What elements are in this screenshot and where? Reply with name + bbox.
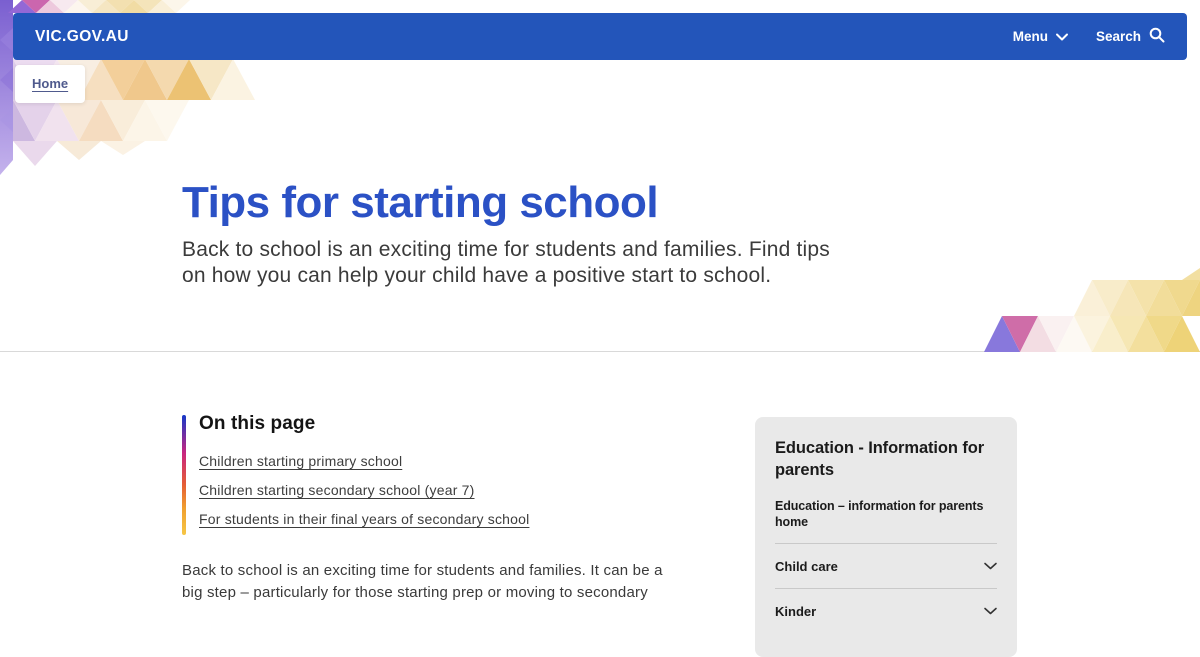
page-subtitle-line-1: Back to school is an exciting time for students and families. Find tips (182, 238, 830, 261)
sidebar-item-child-care[interactable] (775, 543, 997, 588)
menu-button[interactable] (1013, 29, 1068, 44)
body-paragraph-line-1: Back to school is an exciting time for students and families. It can be a (182, 562, 663, 579)
body-paragraph (182, 560, 663, 604)
content-section (0, 352, 1200, 619)
breadcrumb-home-link[interactable]: Home (32, 76, 69, 91)
on-this-page (182, 413, 529, 541)
gradient-accent-bar (182, 415, 186, 535)
toc-link-secondary-school[interactable]: Children starting secondary school (year 7) (199, 482, 475, 498)
search-button[interactable] (1096, 27, 1165, 46)
sidebar-rows (775, 543, 997, 633)
toc-link-primary-school[interactable]: Children starting primary school (199, 453, 403, 469)
page-title: Tips for starting school (182, 178, 659, 227)
search-button-label: Search (1095, 29, 1141, 44)
sidebar-item-kinder[interactable] (775, 588, 997, 633)
sidebar-card (755, 417, 1017, 657)
chevron-down-icon (984, 602, 997, 620)
on-this-page-heading: On this page (199, 413, 316, 434)
page-subtitle (182, 237, 830, 289)
sidebar-home-link[interactable]: Education – information for parents home (775, 499, 984, 529)
site-header (13, 13, 1187, 60)
brand-logo[interactable]: VIC.GOV.AU (35, 27, 129, 45)
menu-button-label: Menu (1012, 29, 1048, 44)
page-subtitle-line-2: on how you can help your child have a positive start to school. (182, 264, 772, 287)
breadcrumb (15, 65, 85, 103)
toc-link-final-years[interactable]: For students in their final years of secondary school (199, 511, 530, 527)
body-paragraph-line-2: big step – particularly for those starting prep or moving to secondary (182, 584, 648, 601)
chevron-down-icon (1056, 29, 1068, 44)
decorative-triangles-bottom-right (984, 268, 1200, 352)
chevron-down-icon (984, 557, 997, 575)
search-icon (1149, 27, 1165, 46)
sidebar-item-label: Child care (775, 558, 838, 574)
sidebar-title: Education - Information for parents (775, 439, 985, 479)
header-actions (1013, 27, 1165, 46)
sidebar-item-label: Kinder (775, 603, 817, 619)
